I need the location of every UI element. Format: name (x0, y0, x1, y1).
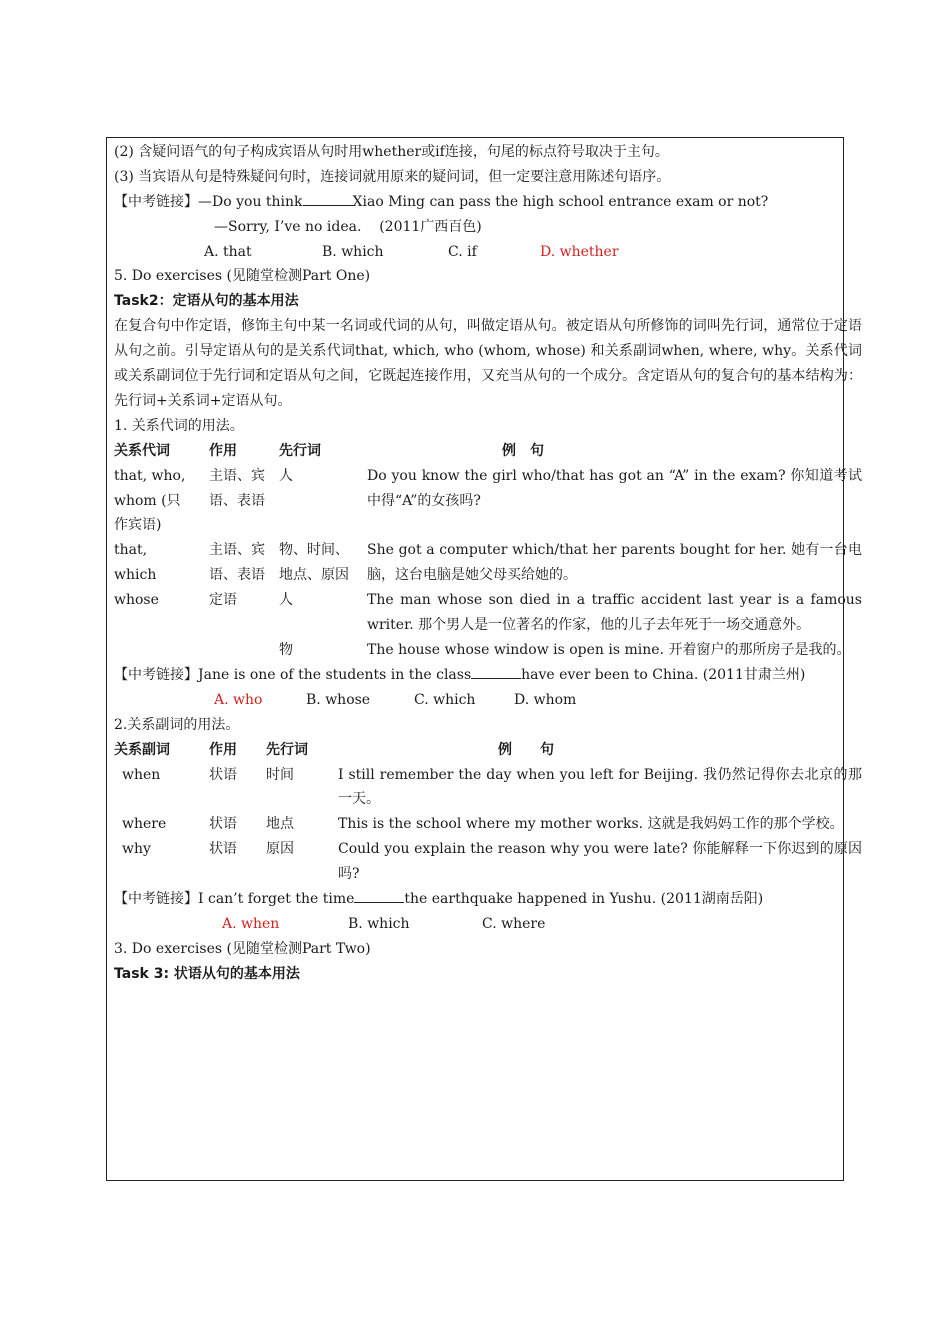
link-tag: 【中考链接】 (114, 891, 198, 908)
table-header-row: 关系代词 作用 先行词 例 句 (114, 442, 544, 459)
exercise-line: 3. Do exercises (见随堂检测Part Two) (114, 940, 371, 957)
table-row: when 状语 时间 I still remember the day when you left for Beijing. 我仍然记得你去北京的那一天。 (122, 766, 862, 808)
option: C. if (448, 243, 477, 260)
table-row: that, which 主语、宾语、表语 物、时间、地点、原因 She got a computer which/that her parents bought for her. 她有一台电脑，这台电脑是她父母买给她的。 (114, 542, 862, 584)
table-row: whose 定语 人 The man whose son died in a traffic accident last year is a famous writer. 那个男人是一位著名的作家，他的儿子去年死于一场交通意外。 (114, 592, 862, 634)
option-correct: A. who (214, 691, 263, 708)
link1-options (114, 240, 862, 265)
link1-question: 【中考链接】—Do you think Xiao Ming can pass the high school entrance exam or not? (114, 193, 769, 210)
option: D. whom (514, 691, 577, 708)
table-row: where 状语 地点 This is the school where my mother works. 这就是我妈妈工作的那个学校。 (122, 816, 844, 833)
option-correct: D. whether (540, 243, 619, 260)
answer-blank (303, 192, 353, 206)
task2-title: Task2：定语从句的基本用法 (114, 293, 299, 310)
task3-title: Task 3: 状语从句的基本用法 (114, 965, 300, 982)
option: B. which (348, 915, 410, 932)
table-row: why 状语 原因 Could you explain the reason why you were late? 你能解释一下你迟到的原因吗? (122, 841, 862, 883)
task2-paragraph: 在复合句中作定语，修饰主句中某一名词或代词的从句，叫做定语从句。被定语从句所修饰的词叫先行词，通常位于定语从句之前。引导定语从句的是关系代词that, which, who (whom, whose) 和关系副词when, where, why。关系代词或关系副词位于先行词和定语从句之间，它既起连接作用，又充当从句的一个成分。含定语从句的复合句的基本结构为：先行词+关系词+定语从句。 (114, 318, 862, 409)
exercise-line: 5. Do exercises (见随堂检测Part One) (114, 268, 371, 285)
answer-blank (354, 889, 404, 903)
answer-blank (471, 665, 521, 679)
table-row: that, who, whom (只作宾语) 主语、宾语、表语 人 Do you know the girl who/that has got an “A” in the exam? 你知道考试中得“A”的女孩吗? (114, 467, 862, 534)
option: B. which (322, 243, 384, 260)
intro-line-3: (3) 当宾语从句是特殊疑问句时，连接词就用原来的疑问词，但一定要注意用陈述句语序。 (114, 168, 671, 185)
link3-options (114, 912, 862, 937)
task2-sub1: 1. 关系代词的用法。 (114, 417, 244, 434)
link3-question: 【中考链接】I can’t forget the time the earthquake happened in Yushu. (2011湖南岳阳) (114, 891, 764, 908)
relative-adverb-table (114, 738, 862, 887)
task2-sub2: 2.关系副词的用法。 (114, 716, 240, 733)
link-tag: 【中考链接】 (114, 666, 198, 683)
link2-options (114, 688, 862, 713)
link2-question: 【中考链接】Jane is one of the students in the class have ever been to China. (2011甘肃兰州) (114, 666, 806, 683)
table-header-row: 关系副词 作用 先行词 例 句 (114, 741, 554, 758)
option-correct: A. when (222, 915, 280, 932)
option: B. whose (306, 691, 371, 708)
document-body (114, 140, 862, 987)
relative-pronoun-table (114, 439, 862, 663)
table-row: 物 The house whose window is open is mine. 开着窗户的那所房子是我的。 (279, 642, 851, 659)
option: A. that (204, 243, 252, 260)
option: C. where (482, 915, 546, 932)
link-tag: 【中考链接】 (114, 193, 198, 210)
option: C. which (414, 691, 476, 708)
intro-line-2: (2) 含疑问语气的句子构成宾语从句时用whether或if连接，句尾的标点符号取决于主句。 (114, 144, 669, 160)
link1-reply: —Sorry, I’ve no idea. (2011广西百色) (214, 218, 482, 235)
